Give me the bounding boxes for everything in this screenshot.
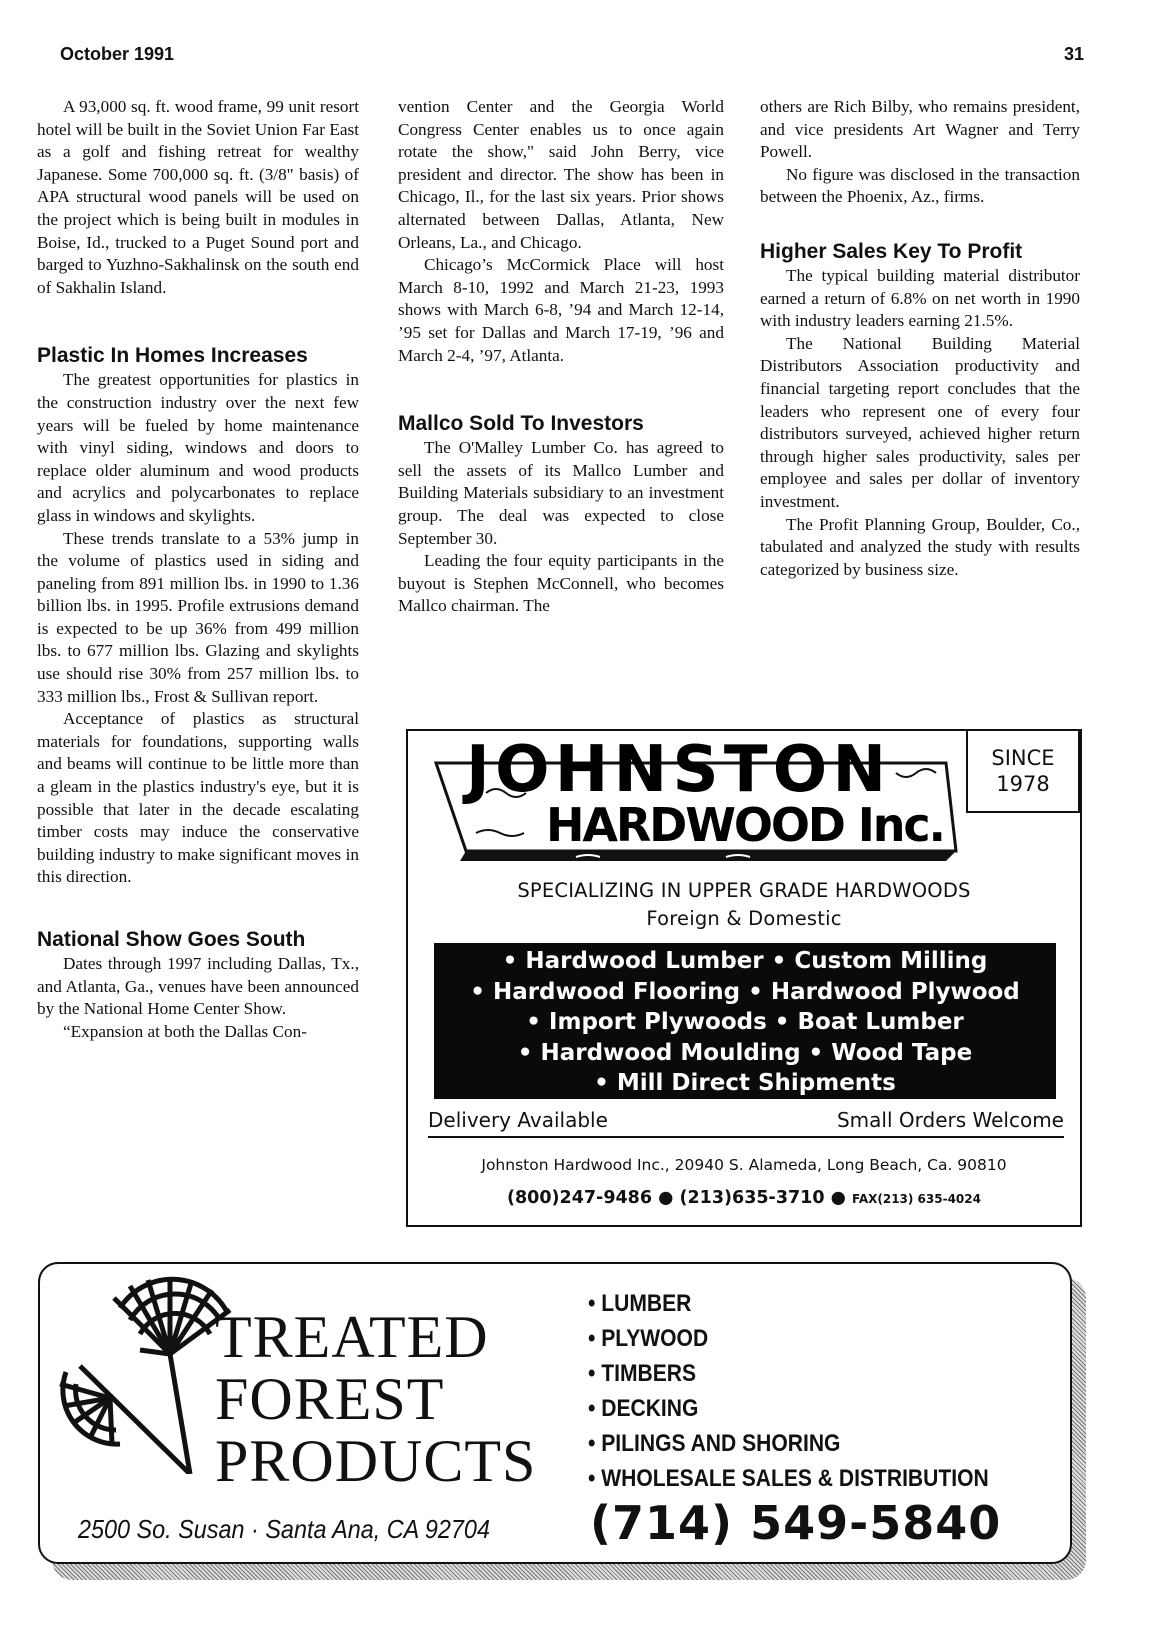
product-item: • PLYWOOD (588, 1325, 709, 1352)
delivery-available: Delivery Available (428, 1108, 608, 1132)
article-paragraph: No figure was disclosed in the transaction between the Phoenix, Az., firms. (760, 164, 1080, 207)
since-badge (966, 729, 1080, 813)
article-heading: Plastic In Homes Increases (37, 344, 308, 368)
service-line: • Hardwood Flooring • Hardwood Plywood (470, 978, 1020, 1005)
article-paragraph: The Profit Planning Group, Boulder, Co., tabulated and analyzed the study with results categorized by business size. (760, 514, 1080, 579)
article-paragraph: The greatest opportunities for plastics in the construction industry over the next few years will be fueled by home maintenance with vinyl siding, windows and doors to replace older aluminum and wood products and acrylics and polycarbonates to replace glass in windows and skylights. (37, 370, 359, 525)
article-paragraph: Leading the four equity participants in the buyout is Stephen McConnell, who becomes Mallco chairman. The (398, 551, 724, 616)
column-1 (37, 96, 359, 1043)
article-paragraph: Chicago’s McCormick Place will host March 8-10, 1992 and March 21-23, 1993 shows with March 6-8, ’94 and March 12-14, ’95 set for Dallas and March 17-19, ’96 and March 2-4, ’97, Atlanta. (398, 255, 724, 365)
article-paragraph: “Expansion at both the Dallas Con- (63, 1021, 307, 1041)
treated-forest-ad (38, 1262, 1072, 1564)
name-line: PRODUCTS (215, 1428, 537, 1494)
issue-date: October 1991 (60, 44, 175, 64)
name-line: FOREST (215, 1366, 445, 1432)
product-item: • DECKING (588, 1395, 699, 1422)
treated-forest-address: 2500 So. Susan · Santa Ana, CA 92704 (78, 1514, 490, 1544)
foreign-domestic-line: Foreign & Domestic (646, 907, 842, 930)
specializing-text (408, 877, 1080, 933)
article-paragraph: vention Center and the Georgia World Congress Center enables us to once again rotate the show," said John Berry, vice president and director. The show has been in Chicago, Il., for the last six years. Prior shows alternated between Dallas, Atlanta, New Orleans, La., and Chicago. (398, 97, 724, 252)
product-item: • WHOLESALE SALES & DISTRIBUTION (588, 1465, 989, 1492)
article-paragraph: The typical building material distributor earned a return of 6.8% on net worth in 1990 with industry leaders earning 21.5%. (760, 265, 1080, 331)
article-paragraph: Dates through 1997 including Dallas, Tx., and Atlanta, Ga., venues have been announced by the National Home Center Show. (37, 954, 359, 1019)
johnston-address: Johnston Hardwood Inc., 20940 S. Alameda, Long Beach, Ca. 90810 (481, 1156, 1007, 1174)
service-line: • Mill Direct Shipments (594, 1070, 896, 1096)
phone-213: (213)635-3710 (679, 1188, 825, 1208)
column-3 (760, 96, 1080, 581)
article-paragraph: The O'Malley Lumber Co. has agreed to sell the assets of its Mallco Lumber and Building Materials subsidiary to an investment group. The deal was expected to close September 30. (398, 438, 724, 548)
name-line: TREATED (215, 1304, 489, 1370)
small-orders-welcome: Small Orders Welcome (836, 1108, 1064, 1132)
product-item: • PILINGS AND SHORING (588, 1430, 841, 1457)
palm-leaf-icon (50, 1274, 240, 1474)
treated-forest-phone: (714) 549-5840 (590, 1496, 1002, 1550)
article-paragraph: others are Rich Bilby, who remains president, and vice presidents Art Wagner and Terry Powell. (760, 97, 1080, 162)
hardwood-inc-name: HARDWOOD Inc. (546, 798, 946, 852)
article-heading: National Show Goes South (37, 928, 306, 951)
article-paragraph: A 93,000 sq. ft. wood frame, 99 unit resort hotel will be built in the Soviet Union Far East as a golf and fishing retreat for wealthy Japanese. Some 700,000 sq. ft. (3/8" basis) of APA structural wood panels will be used on the project which is being built in modules in Boise, Id., trucked to a Puget Sound port and barged to Yuzhno-Sakhalinsk on the south end of Sakhalin Island. (37, 97, 359, 297)
page-number: 31 (1063, 44, 1084, 64)
service-line: • Hardwood Lumber • Custom Milling (502, 948, 988, 974)
service-line: • Hardwood Moulding • Wood Tape (517, 1039, 973, 1066)
bullet-icon: ● (830, 1188, 846, 1208)
phone-800: (800)247-9486 (507, 1188, 653, 1208)
column-2 (398, 96, 724, 618)
product-item: • LUMBER (588, 1290, 692, 1317)
article-heading: Mallco Sold To Investors (398, 412, 644, 436)
johnston-phones (408, 1188, 1080, 1208)
article-paragraph: The National Building Material Distributors Association productivity and financial targeting report concludes that the leaders who represent one of every four distributors surveyed, achieved higher return through higher sales productivity, sales per employee and sales per dollar of inventory investment. (760, 333, 1080, 511)
service-line: • Import Plywoods • Boat Lumber (526, 1009, 964, 1035)
johnston-hardwood-ad (406, 729, 1082, 1227)
product-item: • TIMBERS (588, 1360, 697, 1387)
bullet-icon: ● (658, 1188, 674, 1208)
since-year: 1978 (996, 772, 1050, 796)
fax-number: FAX(213) 635-4024 (852, 1192, 981, 1206)
delivery-row (428, 1107, 1064, 1138)
specializing-line: SPECIALIZING IN UPPER GRADE HARDWOODS (517, 879, 971, 902)
treated-forest-name (215, 1306, 536, 1492)
article-paragraph: Acceptance of plastics as structural materials for foundations, supporting walls and beams will continue to be little more than a gleam in the plastics industry's eye, but it is possible that later in the decade escalating timber costs may induce the conservative building industry to make significant moves in this direction. (37, 709, 359, 887)
johnston-logo (426, 733, 966, 867)
product-list (588, 1286, 989, 1496)
article-heading: Higher Sales Key To Profit (760, 239, 1023, 263)
since-label: SINCE (991, 746, 1055, 770)
services-box (434, 943, 1056, 1099)
johnston-name: JOHNSTON (466, 733, 886, 807)
article-paragraph: These trends translate to a 53% jump in the volume of plastics used in siding and paneling from 891 million lbs. in 1990 to 1.36 billion lbs. in 1995. Profile extrusions demand is expected to be up 36% from 499 million lbs. to 677 million lbs. Glazing and skylights use should rise 30% from 257 million lbs. to 333 million lbs., Frost & Sullivan report. (37, 528, 359, 706)
